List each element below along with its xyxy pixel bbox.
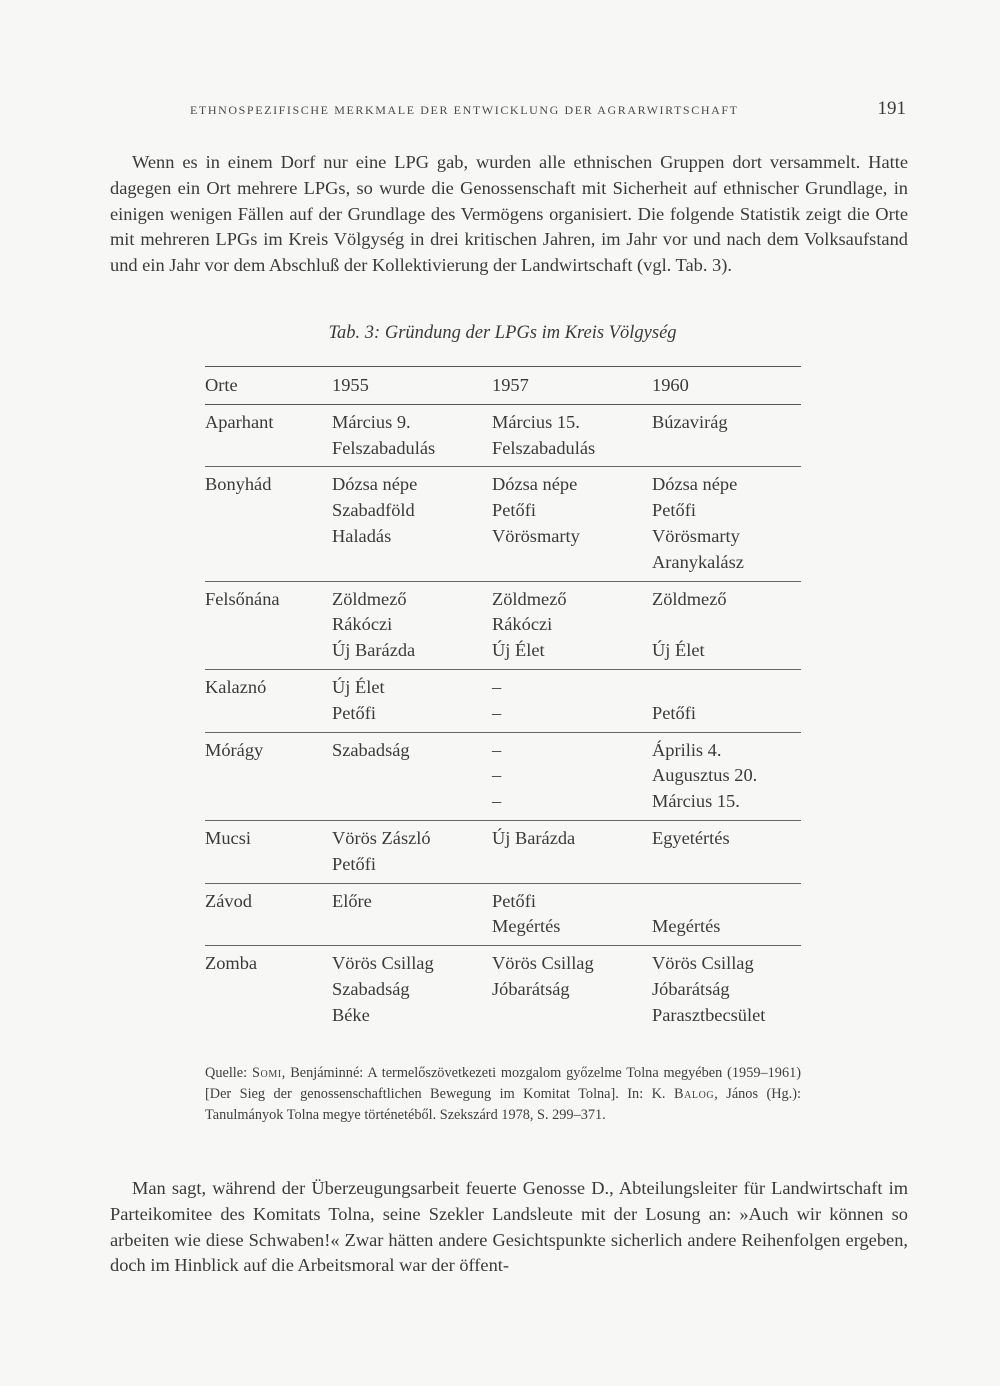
table-caption: Tab. 3: Gründung der LPGs im Kreis Völgység	[328, 323, 677, 343]
lpg-cell-1955	[332, 404, 492, 467]
page-number: 191	[877, 98, 906, 119]
lpg-name: Petőfi	[652, 500, 696, 521]
lpg-name: Szabadság	[332, 978, 410, 999]
lpg-name: Zöldmező	[492, 588, 567, 609]
lpg-name: Jóbarátság	[652, 978, 730, 999]
lpg-cell-1957	[492, 946, 652, 1034]
lpg-name	[652, 612, 801, 638]
lpg-cell-1955	[332, 883, 492, 946]
running-header	[190, 100, 906, 124]
lpg-cell-1957	[492, 883, 652, 946]
lpg-cell-1957	[492, 732, 652, 820]
place-cell: Felsőnána	[205, 581, 332, 669]
lpg-name: Új Élet	[332, 676, 385, 697]
lpg-name: Parasztbecsület	[652, 1004, 766, 1025]
lpg-table	[205, 366, 801, 1034]
header-cell-1955: 1955	[332, 367, 492, 405]
lpg-name: Béke	[332, 1004, 370, 1025]
lpg-cell-1960	[652, 581, 801, 669]
lpg-cell-1960	[652, 946, 801, 1034]
lpg-name	[652, 675, 801, 701]
lpg-name: Vörösmarty	[652, 525, 740, 546]
lpg-name: Megértés	[492, 916, 561, 937]
lpg-name: Petőfi	[332, 853, 376, 874]
lpg-name: Március 15.	[652, 791, 740, 812]
source-author-somi: Somi	[251, 1065, 282, 1081]
lpg-cell-1960	[652, 883, 801, 946]
place-cell: Mórágy	[205, 732, 332, 820]
body-paragraph-2: Man sagt, während der Überzeugungsarbeit feuerte Genosse D., Abteilungsleiter für Landwirtschaft im Parteikomitee des Komitats Tolna, seine Szekler Landsleute mit der Losung an: »Auch wir können so arbeiten wie diese Schwaben!« Zwar hätten andere Gesichtspunkte sicherlich andere Reihenfolgen ergeben, doch im Hinblick auf die Arbeitsmoral war der öffent-	[110, 1178, 908, 1276]
lpg-name: –	[492, 676, 502, 697]
lpg-name: Búzavirág	[652, 411, 728, 432]
running-title: ETHNOSPEZIFISCHE MERKMALE DER ENTWICKLUNG DER AGRARWIRTSCHAFT	[190, 103, 739, 117]
lpg-name: Új Barázda	[332, 640, 416, 661]
lpg-name: Megértés	[652, 916, 721, 937]
source-text-1: , Benjáminné: A termelőszövetkezeti mozgalom győzelme Tolna megyében (1959–1961) [Der Sieg der genossenschaftlichen Bewegung im Komitat Tolna]. In: K.	[205, 1065, 801, 1103]
lpg-cell-1955	[332, 669, 492, 732]
lpg-name: –	[492, 791, 502, 812]
table-row	[205, 732, 801, 820]
lpg-cell-1957	[492, 467, 652, 581]
table-row	[205, 581, 801, 669]
lpg-cell-1960	[652, 467, 801, 581]
table-row	[205, 669, 801, 732]
lpg-name: Vörös Csillag	[492, 953, 594, 974]
table-header-row	[205, 367, 801, 405]
header-cell-1957: 1957	[492, 367, 652, 405]
lpg-cell-1960	[652, 404, 801, 467]
lpg-name: Előre	[332, 890, 372, 911]
lpg-name: Vörös Zászló	[332, 827, 431, 848]
lpg-name: Rákóczi	[492, 614, 553, 635]
lpg-name: Augusztus 20.	[652, 765, 758, 786]
place-cell: Kalaznó	[205, 669, 332, 732]
lpg-name	[652, 889, 801, 915]
place-cell: Závod	[205, 883, 332, 946]
lpg-cell-1957	[492, 820, 652, 883]
lpg-name: –	[492, 702, 502, 723]
lpg-name: Petőfi	[652, 702, 696, 723]
lpg-name: Vörös Csillag	[332, 953, 434, 974]
lpg-name: Vörösmarty	[492, 525, 580, 546]
lpg-cell-1955	[332, 820, 492, 883]
table-row	[205, 404, 801, 467]
header-cell-orte: Orte	[205, 367, 332, 405]
lpg-name: Petőfi	[492, 890, 536, 911]
lpg-name: Felszabadulás	[492, 437, 596, 458]
lpg-name: Új Barázda	[492, 827, 576, 848]
place-cell: Zomba	[205, 953, 258, 974]
source-text-2: , János (Hg.): Tanulmányok Tolna megye történetéből. Szekszárd 1978, S. 299–371.	[205, 1086, 801, 1124]
lpg-name: Dózsa népe	[652, 474, 738, 495]
table-row	[205, 820, 801, 883]
lpg-cell-1955	[332, 732, 492, 820]
lpg-name: Március 9.	[332, 411, 411, 432]
lpg-name: Jóbarátság	[492, 978, 570, 999]
header-cell-1960: 1960	[652, 367, 801, 405]
lpg-cell-1960	[652, 820, 801, 883]
lpg-cell-1957	[492, 669, 652, 732]
place-cell: Bonyhád	[205, 467, 332, 581]
body-paragraph-1: Wenn es in einem Dorf nur eine LPG gab, wurden alle ethnischen Gruppen dort versammelt. Hatte dagegen ein Ort mehrere LPGs, so wurde die Genossenschaft mit Sicherheit auf ethnischer Grundlage, in einigen wenigen Fällen auf der Grundlage des Vermögens organisiert. Die folgende Statistik zeigt die Orte mit mehreren LPGs im Kreis Völgység in drei kritischen Jahren, im Jahr vor und nach dem Volksaufstand und ein Jahr vor dem Abschluß der Kollektivierung der Landwirtschaft (vgl. Tab. 3).	[110, 152, 908, 276]
lpg-name: –	[492, 739, 502, 760]
lpg-cell-1960	[652, 669, 801, 732]
lpg-name: Március 15.	[492, 411, 580, 432]
lpg-cell-1955	[332, 946, 492, 1034]
table-row	[205, 946, 801, 1034]
lpg-cell-1960	[652, 732, 801, 820]
table-row	[205, 467, 801, 581]
lpg-name: Haladás	[332, 525, 392, 546]
lpg-cell-1957	[492, 581, 652, 669]
lpg-name: Új Élet	[492, 640, 545, 661]
place-cell: Aparhant	[205, 404, 332, 467]
lpg-name: Rákóczi	[332, 614, 393, 635]
lpg-name: Felszabadulás	[332, 437, 436, 458]
lpg-name: Zöldmező	[652, 588, 727, 609]
source-author-balog: Balog	[673, 1086, 715, 1103]
place-cell: Mucsi	[205, 820, 332, 883]
lpg-name: Dózsa népe	[332, 474, 418, 495]
table-row	[205, 883, 801, 946]
lpg-table-container	[205, 366, 801, 1034]
lpg-name: Vörös Csillag	[652, 953, 754, 974]
lpg-name: Április 4.	[652, 739, 722, 760]
source-note	[205, 1063, 801, 1127]
lpg-name: Dózsa népe	[492, 474, 578, 495]
lpg-name: Szabadság	[332, 739, 410, 760]
lpg-name: Petőfi	[492, 500, 536, 521]
lpg-name: Új Élet	[652, 640, 705, 661]
source-label: Quelle:	[205, 1065, 248, 1081]
lpg-name: Aranykalász	[652, 551, 744, 572]
lpg-name: Petőfi	[332, 702, 376, 723]
lpg-name: –	[492, 765, 502, 786]
lpg-cell-1955	[332, 467, 492, 581]
lpg-name: Szabadföld	[332, 500, 415, 521]
lpg-name: Egyetértés	[652, 827, 730, 848]
lpg-cell-1957	[492, 404, 652, 467]
lpg-name: Zöldmező	[332, 588, 407, 609]
lpg-cell-1955	[332, 581, 492, 669]
